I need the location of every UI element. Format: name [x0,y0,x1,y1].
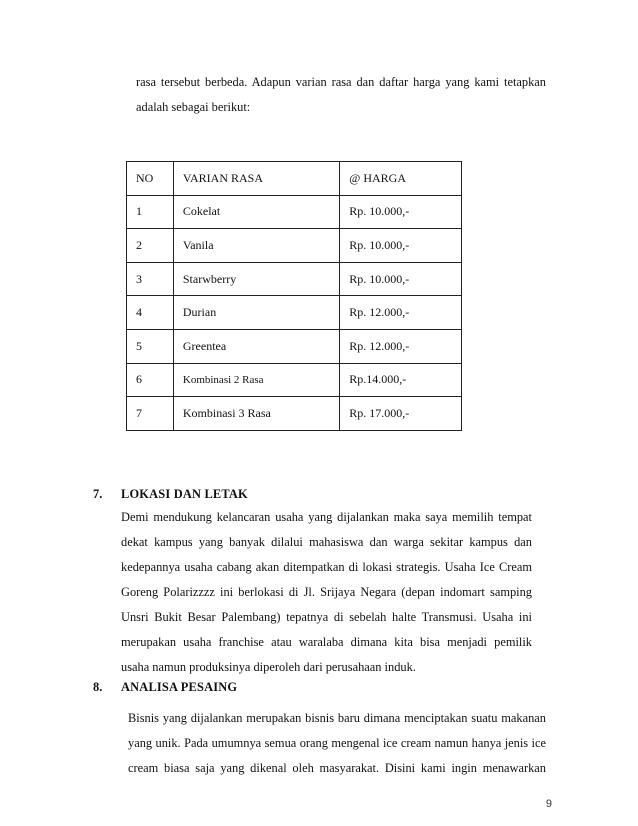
cell-price: Rp. 17.000,- [340,397,462,431]
cell-no: 5 [127,329,174,363]
cell-variant: Durian [173,296,339,330]
table-header-row [127,162,462,196]
section-7-heading: LOKASI DAN LETAK [121,487,248,501]
cell-variant: Starwberry [173,262,339,296]
text-line: usaha namun produksinya diperoleh dari perusahaan induk. [121,660,416,674]
cell-price: Rp.14.000,- [340,363,462,397]
section-7-paragraph [121,505,532,680]
text-line: adalah sebagai berikut: [136,100,251,114]
cell-no: 2 [127,229,174,263]
table-row [127,363,462,397]
text-line: dekat kampus yang banyak dilalui mahasiswa dan warga sekitar kampus dan [121,535,532,549]
text-line: rasa tersebut berbeda. Adapun varian rasa dan daftar harga yang kami tetapkan [136,75,546,89]
cell-variant: Cokelat [173,195,339,229]
text-line: Demi mendukung kelancaran usaha yang dijalankan maka saya memilih tempat [121,510,532,524]
text-line: yang unik. Pada umumnya semua orang mengenal ice cream namun hanya jenis ice [128,736,546,750]
text-line: Unsri Bukit Besar Palembang) tepatnya di sebelah halte Transmusi. Usaha ini [121,610,532,624]
cell-no: 1 [127,195,174,229]
cell-no: 4 [127,296,174,330]
cell-price: Rp. 10.000,- [340,195,462,229]
section-7-number: 7. [93,487,103,501]
table-row [127,329,462,363]
cell-variant: Greentea [173,329,339,363]
header-price: @ HARGA [340,162,462,196]
text-line: Goreng Polarizzzz ini berlokasi di Jl. Srijaya Negara (depan indomart samping [121,585,532,599]
table-row [127,195,462,229]
cell-price: Rp. 10.000,- [340,229,462,263]
table-row [127,296,462,330]
text-line: cream biasa saja yang dikenal oleh masyarakat. Disini kami ingin menawarkan [128,761,546,775]
table-row [127,229,462,263]
page-number: 9 [545,798,552,810]
cell-variant: Vanila [173,229,339,263]
cell-variant: Kombinasi 2 Rasa [173,363,339,397]
cell-price: Rp. 12.000,- [340,296,462,330]
cell-price: Rp. 12.000,- [340,329,462,363]
section-8-heading: ANALISA PESAING [121,680,238,694]
table-row [127,262,462,296]
cell-no: 3 [127,262,174,296]
table-row [127,397,462,431]
cell-price: Rp. 10.000,- [340,262,462,296]
intro-paragraph [136,70,546,120]
cell-variant: Kombinasi 3 Rasa [173,397,339,431]
price-table [126,161,462,431]
header-variant: VARIAN RASA [173,162,339,196]
section-8-paragraph [128,706,546,781]
cell-no: 6 [127,363,174,397]
text-line: merupakan usaha franchise atau waralaba dimana kita bisa menjadi pemilik [121,635,532,649]
text-line: Bisnis yang dijalankan merupakan bisnis baru dimana menciptakan suatu makanan [128,711,546,725]
text-line: kedepannya usaha cabang akan ditempatkan di lokasi strategis. Usaha Ice Cream [121,560,532,574]
section-8-number: 8. [93,680,103,694]
header-no: NO [127,162,174,196]
cell-no: 7 [127,397,174,431]
